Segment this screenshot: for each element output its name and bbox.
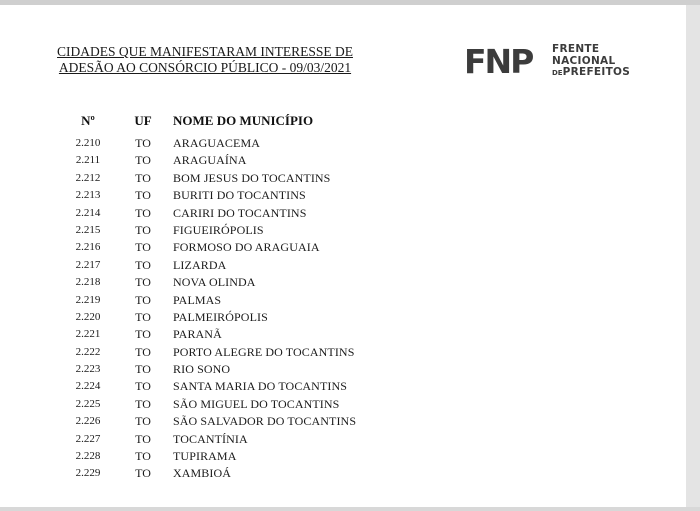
cell-name: PALMEIRÓPOLIS: [173, 309, 268, 324]
logo-line-1: FRENTE: [552, 43, 600, 55]
cell-uf: TO: [135, 136, 151, 150]
table-row: [0, 274, 686, 291]
cell-uf: TO: [135, 466, 151, 481]
cell-uf: TO: [135, 153, 151, 168]
table-row: [0, 292, 686, 309]
cell-name: XAMBIOÁ: [173, 466, 232, 481]
cell-uf: TO: [135, 396, 151, 411]
cell-uf: TO: [135, 379, 151, 394]
cell-uf: TO: [135, 275, 151, 290]
cell-uf: TO: [135, 414, 151, 429]
cell-name: ARAGUAÍNA: [173, 153, 247, 168]
cell-num: 2.229: [75, 467, 101, 480]
table-row: [0, 448, 686, 465]
header-num: Nº: [81, 113, 95, 128]
table-row: [0, 326, 686, 343]
title-line-2: ADESÃO AO CONSÓRCIO PÚBLICO - 09/03/2021: [58, 60, 352, 75]
cell-num: 2.226: [75, 415, 101, 428]
cell-name: LIZARDA: [173, 257, 227, 272]
cell-name: SÃO SALVADOR DO TOCANTINS: [173, 414, 357, 429]
cell-num: 2.214: [75, 206, 101, 219]
table-row: [0, 361, 686, 378]
cell-uf: TO: [135, 222, 151, 237]
table-row: [0, 431, 686, 448]
cell-name: NOVA OLINDA: [173, 275, 256, 290]
document-title: [30, 44, 380, 76]
logo-line-3: [552, 67, 630, 80]
header-name: NOME DO MUNICÍPIO: [173, 113, 314, 128]
table-row: [0, 344, 686, 361]
header-uf: UF: [134, 113, 152, 128]
logo-text: [552, 44, 630, 80]
cell-uf: TO: [135, 327, 151, 342]
document-page: [0, 5, 686, 511]
cell-num: 2.210: [75, 137, 101, 149]
cell-num: 2.212: [75, 171, 101, 184]
table-row: [0, 205, 686, 222]
cell-num: 2.217: [75, 258, 101, 271]
table-row: [0, 135, 686, 152]
cell-name: BURITI DO TOCANTINS: [173, 188, 306, 203]
cell-name: PALMAS: [173, 292, 222, 307]
cell-uf: TO: [135, 188, 151, 203]
cell-name: PORTO ALEGRE DO TOCANTINS: [173, 344, 355, 359]
cell-uf: TO: [135, 257, 151, 272]
table-row: [0, 378, 686, 395]
cell-name: TUPIRAMA: [173, 449, 237, 464]
table-row: [0, 222, 686, 239]
table-row: [0, 309, 686, 326]
cell-uf: TO: [135, 362, 151, 377]
cell-name: RIO SONO: [173, 362, 231, 377]
cell-uf: TO: [135, 309, 151, 324]
cell-num: 2.223: [75, 363, 101, 376]
cell-uf: TO: [135, 292, 151, 307]
cell-name: ARAGUACEMA: [173, 136, 261, 150]
cell-num: 2.213: [75, 189, 101, 202]
cell-num: 2.228: [75, 450, 101, 463]
logo-mark: FNP: [464, 42, 533, 81]
table-row: [0, 152, 686, 169]
cell-num: 2.216: [75, 241, 101, 254]
viewer-side-strip: [686, 5, 700, 511]
fnp-logo: [464, 42, 654, 82]
cell-num: 2.215: [75, 223, 101, 236]
logo-line-3-main: PREFEITOS: [562, 66, 631, 78]
table-row: [0, 187, 686, 204]
cell-num: 2.222: [75, 345, 101, 358]
cell-name: SÃO MIGUEL DO TOCANTINS: [173, 396, 340, 411]
cell-name: TOCANTÍNIA: [173, 431, 248, 446]
table-body: [0, 135, 686, 483]
table-row: [0, 170, 686, 187]
table-row: [0, 465, 686, 482]
cell-name: CARIRI DO TOCANTINS: [173, 205, 307, 220]
title-line-1: CIDADES QUE MANIFESTARAM INTERESSE DE: [57, 44, 353, 59]
cell-name: FIGUEIRÓPOLIS: [173, 222, 264, 237]
cell-name: BOM JESUS DO TOCANTINS: [173, 170, 331, 185]
cell-uf: TO: [135, 449, 151, 464]
cell-num: 2.227: [75, 432, 101, 445]
table-row: [0, 257, 686, 274]
table-row: [0, 413, 686, 430]
logo-line-2: NACIONAL: [552, 54, 616, 67]
cell-name: SANTA MARIA DO TOCANTINS: [173, 379, 348, 394]
cell-num: 2.211: [75, 154, 101, 167]
cell-uf: TO: [135, 170, 151, 185]
cell-num: 2.225: [75, 397, 101, 410]
cell-num: 2.218: [75, 276, 101, 289]
logo-line-3-prefix: DE: [552, 69, 563, 77]
table-row: [0, 396, 686, 413]
cell-uf: TO: [135, 205, 151, 220]
cell-num: 2.221: [75, 328, 101, 341]
cell-num: 2.220: [75, 310, 101, 323]
cell-num: 2.224: [75, 380, 101, 393]
table-row: [0, 239, 686, 256]
cell-uf: TO: [135, 344, 151, 359]
viewer-bottom-line: [0, 507, 700, 511]
cell-num: 2.219: [75, 293, 101, 306]
cell-uf: TO: [135, 240, 151, 255]
cell-name: PARANÃ: [173, 327, 222, 342]
cell-name: FORMOSO DO ARAGUAIA: [173, 240, 320, 255]
cell-uf: TO: [135, 431, 151, 446]
